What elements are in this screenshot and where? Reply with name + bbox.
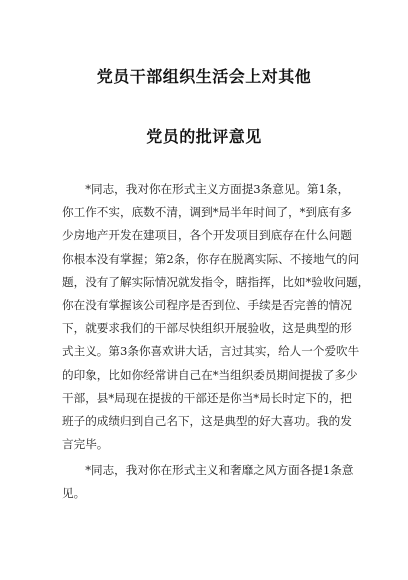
- paragraph-line: 干部，县*局现在提拔的干部还是你当*局长时定下的，把: [62, 390, 352, 405]
- paragraph-line: 言完毕。: [62, 437, 109, 452]
- paragraph-line: 见。: [62, 486, 86, 501]
- paragraph-line: 你根本没有掌握；第2条，你存在脱离实际、不接地气的问: [62, 251, 360, 266]
- paragraph-line: *同志，我对你在形式主义方面提3条意见。第1条，: [62, 182, 350, 196]
- paragraph-2: [62, 459, 358, 505]
- paragraph-line: 式主义。第3条你喜欢讲大话，言过其实，给人一个爱吹牛: [62, 344, 360, 359]
- paragraph-line: 题，没有了解实际情况就发指令，瞎指挥，比如*验收问题，: [62, 274, 370, 289]
- paragraph-line: *同志，我对你在形式主义和奢靡之风方面各提1条意: [62, 463, 354, 477]
- paragraph-1: [62, 178, 370, 456]
- paragraph-line: 班子的成绩归到自己名下，这是典型的好大喜功。我的发: [62, 413, 352, 428]
- paragraph-line: 少房地产开发在建项目，各个开发项目到底存在什么问题: [62, 228, 352, 243]
- paragraph-line: 你工作不实，底数不清，调到*局半年时间了，*到底有多: [62, 205, 352, 220]
- document-title-line-1: 党员干部组织生活会上对其他: [96, 67, 312, 86]
- paragraph-line: 下，就要求我们的干部尽快组织开展验收，这是典型的形: [62, 321, 352, 336]
- paragraph-line: 你在没有掌握该公司程序是否到位、手续是否完善的情况: [62, 297, 352, 312]
- document-title-line-2: 党员的批评意见: [146, 127, 262, 146]
- paragraph-line: 的印象，比如你经常讲自己在*当组织委员期间提拔了多少: [62, 367, 358, 382]
